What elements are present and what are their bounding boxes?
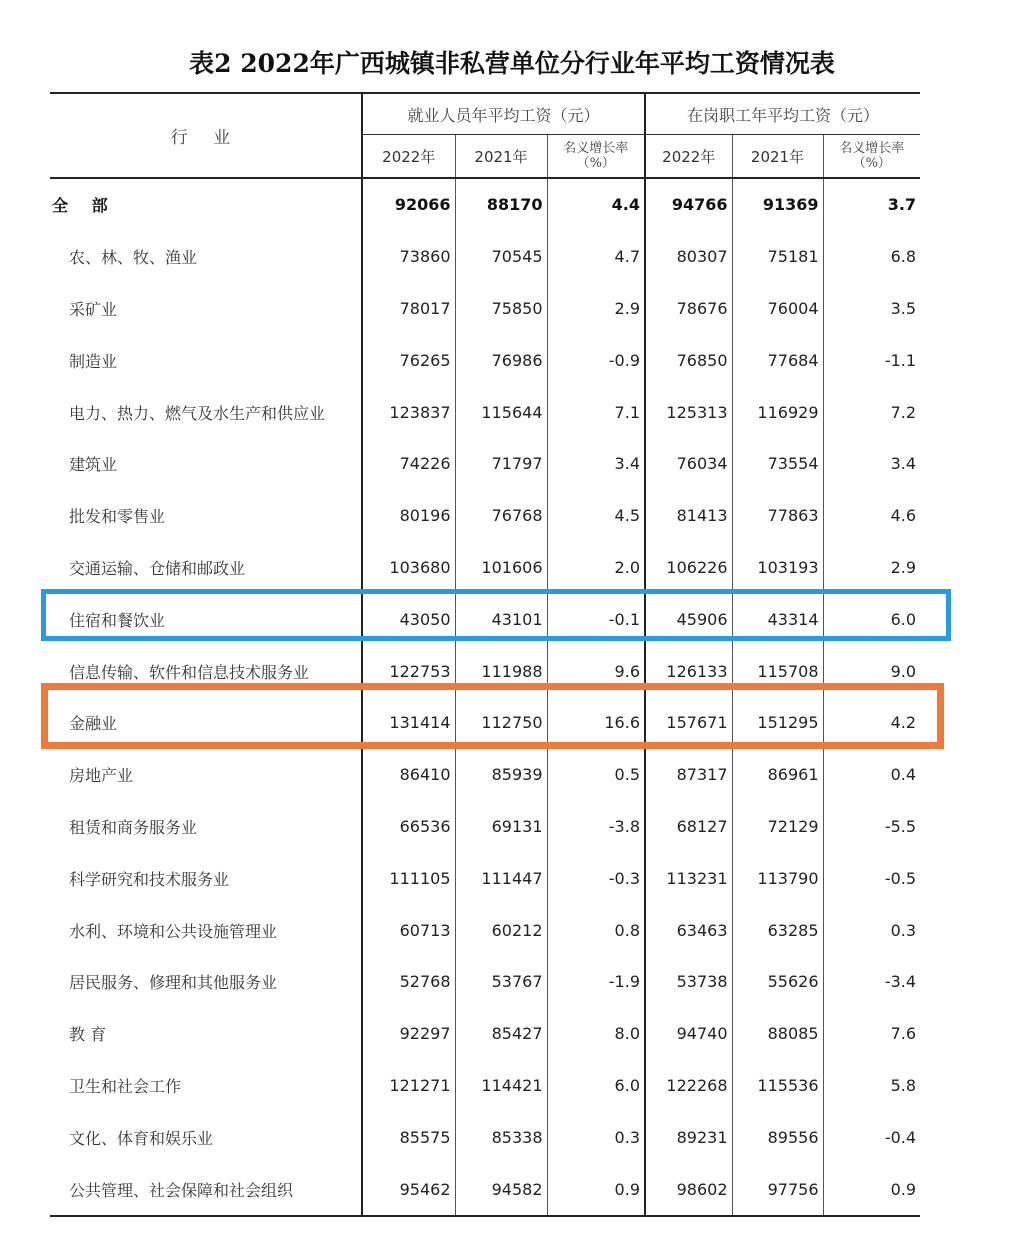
onpost-2022-cell: 106226 <box>645 542 732 594</box>
employed-2022-cell: 66536 <box>362 801 455 853</box>
onpost-rate-cell: -1.1 <box>823 334 920 386</box>
rate-label: 名义增长率 <box>563 141 629 156</box>
table-row <box>50 852 920 904</box>
employed-rate-cell: 7.1 <box>547 386 645 438</box>
onpost-2022-cell: 45906 <box>645 593 732 645</box>
industry-header: 行 业 <box>50 93 362 178</box>
employed-rate-cell: 9.6 <box>547 645 645 697</box>
onpost-2022-cell: 113231 <box>645 852 732 904</box>
rate-label: 名义增长率 <box>839 141 905 156</box>
industry-name: 教 育 <box>69 1025 107 1045</box>
onpost-2022-cell: 76034 <box>645 438 732 490</box>
onpost-2021-cell: 115536 <box>732 1060 823 1112</box>
employed-2021-cell: 85427 <box>455 1008 547 1060</box>
industry-name: 文化、体育和娱乐业 <box>69 1128 214 1148</box>
employed-2022-cell: 52768 <box>362 956 455 1008</box>
onpost-rate-cell: 2.9 <box>823 542 920 594</box>
employed-rate-header <box>547 135 645 179</box>
table-title: 表2 2022年广西城镇非私营单位分行业年平均工资情况表 <box>189 49 835 78</box>
onpost-2022-cell: 98602 <box>645 1163 732 1216</box>
employed-2022-cell: 43050 <box>362 593 455 645</box>
onpost-2021-cell: 63285 <box>732 904 823 956</box>
employed-rate-cell: -3.8 <box>547 801 645 853</box>
onpost-2021-cell: 77863 <box>732 490 823 542</box>
employed-2022-cell: 80196 <box>362 490 455 542</box>
industry-name: 租赁和商务服务业 <box>69 817 198 837</box>
employed-rate-cell: 0.9 <box>547 1163 645 1216</box>
employed-2021-cell: 111988 <box>455 645 547 697</box>
table-row <box>50 490 920 542</box>
industry-name: 居民服务、修理和其他服务业 <box>69 973 278 993</box>
employed-2022-cell: 78017 <box>362 283 455 335</box>
employed-2022-cell: 92066 <box>362 178 455 231</box>
onpost-2022-cell: 157671 <box>645 697 732 749</box>
onpost-rate-cell: 6.8 <box>823 231 920 283</box>
onpost-rate-cell: 9.0 <box>823 645 920 697</box>
onpost-2022-cell: 87317 <box>645 749 732 801</box>
employed-2022-cell: 76265 <box>362 334 455 386</box>
employed-rate-cell: 0.8 <box>547 904 645 956</box>
employed-rate-cell: 8.0 <box>547 1008 645 1060</box>
employed-2021-cell: 71797 <box>455 438 547 490</box>
onpost-2022-header: 2022年 <box>645 135 732 179</box>
onpost-2022-cell: 94766 <box>645 178 732 231</box>
employed-rate-cell: 4.4 <box>547 178 645 231</box>
employed-2022-cell: 103680 <box>362 542 455 594</box>
employed-2021-cell: 53767 <box>455 956 547 1008</box>
onpost-2022-cell: 76850 <box>645 334 732 386</box>
industry-name: 卫生和社会工作 <box>69 1076 182 1096</box>
onpost-2022-cell: 53738 <box>645 956 732 1008</box>
employed-2021-cell: 85939 <box>455 749 547 801</box>
employed-2022-cell: 86410 <box>362 749 455 801</box>
table-row <box>50 1060 920 1112</box>
employed-2022-cell: 74226 <box>362 438 455 490</box>
onpost-2022-cell: 78676 <box>645 283 732 335</box>
employed-2022-cell: 131414 <box>362 697 455 749</box>
onpost-2022-cell: 89231 <box>645 1111 732 1163</box>
onpost-2021-cell: 116929 <box>732 386 823 438</box>
employed-rate-cell: 2.0 <box>547 542 645 594</box>
industry-name: 金融业 <box>69 714 118 734</box>
onpost-2022-cell: 80307 <box>645 231 732 283</box>
employed-2022-cell: 95462 <box>362 1163 455 1216</box>
employed-rate-cell: 4.7 <box>547 231 645 283</box>
table-row <box>50 542 920 594</box>
employed-rate-cell: -1.9 <box>547 956 645 1008</box>
industry-name: 批发和零售业 <box>69 507 166 527</box>
employed-2021-cell: 70545 <box>455 231 547 283</box>
onpost-rate-cell: 7.6 <box>823 1008 920 1060</box>
employed-2021-cell: 94582 <box>455 1163 547 1216</box>
onpost-group-header: 在岗职工年平均工资（元） <box>645 93 920 135</box>
table-row <box>50 334 920 386</box>
table-row <box>50 749 920 801</box>
onpost-2021-cell: 97756 <box>732 1163 823 1216</box>
employed-rate-cell: 0.3 <box>547 1111 645 1163</box>
onpost-2021-cell: 103193 <box>732 542 823 594</box>
table-row <box>50 178 920 231</box>
employed-rate-cell: 3.4 <box>547 438 645 490</box>
rate-unit: （%） <box>852 156 891 171</box>
onpost-2022-cell: 68127 <box>645 801 732 853</box>
onpost-2021-cell: 91369 <box>732 178 823 231</box>
employed-2022-cell: 85575 <box>362 1111 455 1163</box>
employed-2022-header: 2022年 <box>362 135 455 179</box>
onpost-2021-cell: 72129 <box>732 801 823 853</box>
onpost-rate-cell: 3.5 <box>823 283 920 335</box>
onpost-rate-cell: 0.3 <box>823 904 920 956</box>
industry-name: 水利、环境和公共设施管理业 <box>69 921 278 941</box>
industry-name: 建筑业 <box>69 455 118 475</box>
onpost-rate-cell: 3.4 <box>823 438 920 490</box>
table-row <box>50 283 920 335</box>
industry-name: 公共管理、社会保障和社会组织 <box>69 1180 294 1200</box>
employed-rate-cell: 0.5 <box>547 749 645 801</box>
employed-2022-cell: 122753 <box>362 645 455 697</box>
employed-rate-cell: 6.0 <box>547 1060 645 1112</box>
industry-name: 制造业 <box>69 351 118 371</box>
employed-2021-cell: 43101 <box>455 593 547 645</box>
employed-2021-cell: 88170 <box>455 178 547 231</box>
employed-2022-cell: 73860 <box>362 231 455 283</box>
employed-2022-cell: 60713 <box>362 904 455 956</box>
onpost-rate-cell: -3.4 <box>823 956 920 1008</box>
onpost-2022-cell: 126133 <box>645 645 732 697</box>
table-row <box>50 1008 920 1060</box>
employed-rate-cell: 4.5 <box>547 490 645 542</box>
industry-name: 房地产业 <box>69 766 134 786</box>
onpost-2021-cell: 151295 <box>732 697 823 749</box>
employed-2021-cell: 101606 <box>455 542 547 594</box>
onpost-2021-cell: 86961 <box>732 749 823 801</box>
onpost-2021-cell: 88085 <box>732 1008 823 1060</box>
industry-name: 科学研究和技术服务业 <box>69 869 230 889</box>
onpost-2021-cell: 76004 <box>732 283 823 335</box>
industry-name: 采矿业 <box>69 299 118 319</box>
employed-2021-cell: 76986 <box>455 334 547 386</box>
employed-2021-cell: 76768 <box>455 490 547 542</box>
onpost-2022-cell: 94740 <box>645 1008 732 1060</box>
onpost-rate-cell: 5.8 <box>823 1060 920 1112</box>
orange-highlight-box <box>41 683 944 749</box>
table-row <box>50 801 920 853</box>
onpost-2021-cell: 113790 <box>732 852 823 904</box>
onpost-rate-cell: 7.2 <box>823 386 920 438</box>
onpost-rate-cell: 0.4 <box>823 749 920 801</box>
employed-rate-cell: 16.6 <box>547 697 645 749</box>
onpost-rate-cell: 3.7 <box>823 178 920 231</box>
onpost-rate-cell: 0.9 <box>823 1163 920 1216</box>
onpost-rate-cell: -5.5 <box>823 801 920 853</box>
employed-2021-cell: 111447 <box>455 852 547 904</box>
onpost-rate-cell: -0.4 <box>823 1111 920 1163</box>
employed-2021-cell: 75850 <box>455 283 547 335</box>
employed-rate-cell: -0.3 <box>547 852 645 904</box>
onpost-2021-header: 2021年 <box>732 135 823 179</box>
industry-name: 农、林、牧、渔业 <box>69 248 198 268</box>
onpost-2022-cell: 81413 <box>645 490 732 542</box>
onpost-2022-cell: 63463 <box>645 904 732 956</box>
employed-2021-cell: 114421 <box>455 1060 547 1112</box>
employed-2021-header: 2021年 <box>455 135 547 179</box>
industry-name: 信息传输、软件和信息技术服务业 <box>69 662 310 682</box>
onpost-2021-cell: 89556 <box>732 1111 823 1163</box>
onpost-2021-cell: 77684 <box>732 334 823 386</box>
table-row <box>50 231 920 283</box>
industry-name: 住宿和餐饮业 <box>69 610 166 630</box>
onpost-2021-cell: 43314 <box>732 593 823 645</box>
table-row <box>50 1111 920 1163</box>
wage-table <box>50 92 920 1217</box>
employed-2021-cell: 112750 <box>455 697 547 749</box>
table-row <box>50 956 920 1008</box>
onpost-2022-cell: 125313 <box>645 386 732 438</box>
employed-2021-cell: 60212 <box>455 904 547 956</box>
onpost-rate-cell: 4.2 <box>823 697 920 749</box>
employed-2021-cell: 85338 <box>455 1111 547 1163</box>
industry-name: 全 部 <box>52 196 117 216</box>
industry-name: 电力、热力、燃气及水生产和供应业 <box>69 403 326 423</box>
employed-2021-cell: 69131 <box>455 801 547 853</box>
employed-2021-cell: 115644 <box>455 386 547 438</box>
table-row <box>50 438 920 490</box>
employed-2022-cell: 111105 <box>362 852 455 904</box>
onpost-rate-cell: 6.0 <box>823 593 920 645</box>
table-row <box>50 904 920 956</box>
onpost-2021-cell: 115708 <box>732 645 823 697</box>
onpost-2021-cell: 55626 <box>732 956 823 1008</box>
onpost-rate-header <box>823 135 920 179</box>
onpost-2021-cell: 73554 <box>732 438 823 490</box>
employed-2022-cell: 123837 <box>362 386 455 438</box>
onpost-rate-cell: 4.6 <box>823 490 920 542</box>
rate-unit: （%） <box>576 156 615 171</box>
table-row <box>50 1163 920 1216</box>
employed-2022-cell: 121271 <box>362 1060 455 1112</box>
onpost-2022-cell: 122268 <box>645 1060 732 1112</box>
onpost-2021-cell: 75181 <box>732 231 823 283</box>
onpost-rate-cell: -0.5 <box>823 852 920 904</box>
blue-highlight-box <box>41 589 951 641</box>
employed-2022-cell: 92297 <box>362 1008 455 1060</box>
employed-rate-cell: 2.9 <box>547 283 645 335</box>
employed-rate-cell: -0.9 <box>547 334 645 386</box>
employed-group-header: 就业人员年平均工资（元） <box>362 93 645 135</box>
table-row <box>50 386 920 438</box>
industry-name: 交通运输、仓储和邮政业 <box>69 558 246 578</box>
employed-rate-cell: -0.1 <box>547 593 645 645</box>
